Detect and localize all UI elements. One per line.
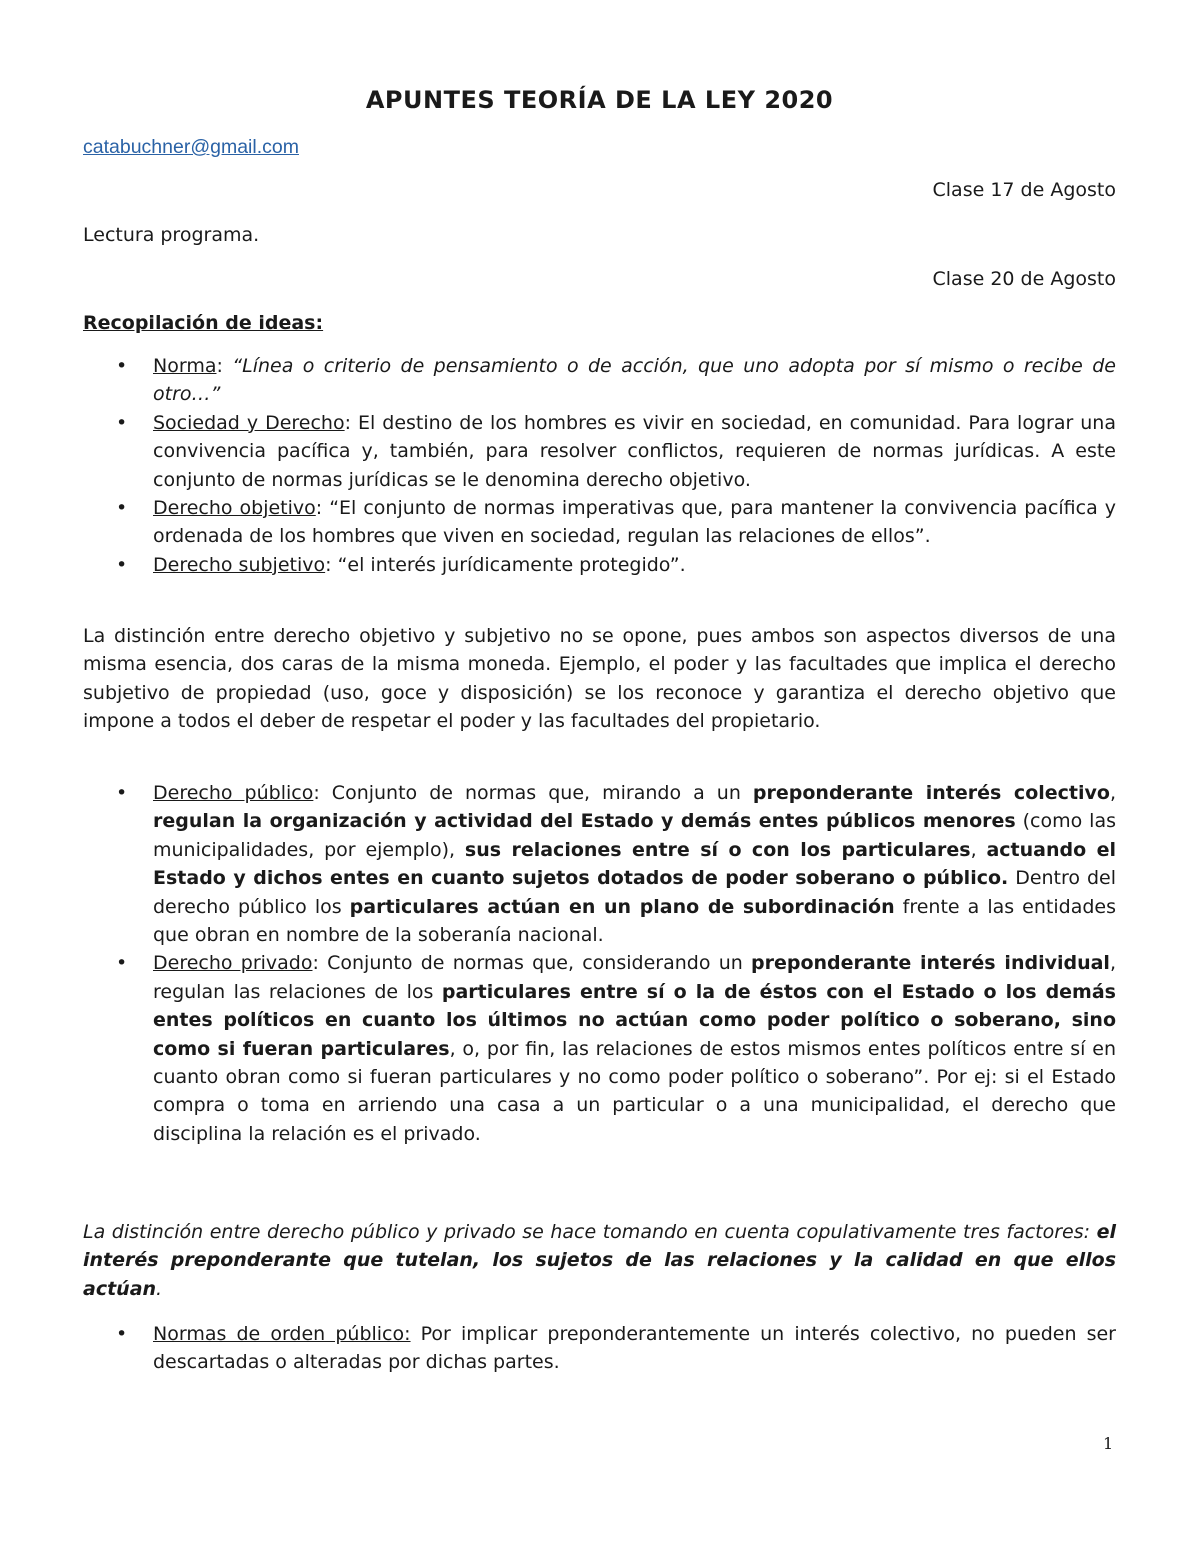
bold-span: particulares actúan en un plano de subordinación [349, 895, 895, 918]
bold-span: preponderante interés individual [751, 952, 1110, 975]
class-date-2: Clase 20 de Agosto [932, 268, 1116, 290]
bullet-icon: • [116, 1323, 128, 1345]
bullet-icon: • [116, 497, 128, 520]
bold-span: sus relaciones entre sí o con los particulares [464, 838, 971, 861]
definition-text: “El conjunto de normas imperativas que, para mantener la convivencia pacífica y ordenada de los hombres que viven en sociedad, regulan las relaciones de ellos”. [153, 497, 1116, 548]
separator: : [325, 553, 338, 576]
derecho-list [83, 779, 1116, 1148]
term-label: Normas de orden público: [153, 1323, 411, 1345]
separator: : [315, 497, 330, 520]
list-item-privado [83, 949, 1116, 1148]
page-number: 1 [1103, 1434, 1114, 1453]
text-span: , [970, 838, 987, 861]
term-label: Derecho objetivo [153, 497, 316, 520]
paragraph-distincion [83, 1218, 1116, 1303]
definition-text: “el interés jurídicamente protegido”. [337, 553, 686, 576]
class-date-1: Clase 17 de Agosto [932, 179, 1116, 201]
bullet-icon: • [116, 553, 128, 576]
text-span: Dentro del derecho público los [153, 867, 1116, 918]
ideas-list [83, 352, 1116, 579]
bold-span: regulan la organización y actividad del Estado y demás entes públicos menores [153, 810, 1016, 833]
paragraph-objetivo-subjetivo: La distinción entre derecho objetivo y subjetivo no se opone, pues ambos son aspectos diversos de una misma esencia, dos caras de la misma moneda. Ejemplo, el poder y las facultades que implica el derecho subjetivo de propiedad (uso, goce y disposición) se los reconoce y garantiza el derecho objetivo que impone a todos el deber de respetar el poder y las facultades del propietario. [83, 625, 1116, 733]
text-span: . [156, 1277, 163, 1300]
definition-text: “Línea o criterio de pensamiento o de acción, que uno adopta por sí mismo o recibe de otro…” [153, 355, 1116, 406]
bullet-icon: • [116, 952, 128, 975]
text-span: (como las municipalidades, por ejemplo), [153, 810, 1116, 861]
orden-list [83, 1320, 1116, 1377]
bullet-icon: • [116, 355, 128, 377]
bold-span: el interés preponderante que tutelan, los sujetos de las relaciones y la calidad en que ellos actúan [83, 1221, 1116, 1300]
bold-span: particulares entre sí o la de éstos con el Estado o los demás entes políticos en cuanto los últimos no actúan como poder político o soberano, sino como si fueran particulares [153, 980, 1116, 1060]
text-span: , regulan las relaciones de los [153, 952, 1116, 1003]
term-label: Derecho público [153, 782, 314, 804]
text-span: , [1109, 782, 1116, 804]
section-heading: Recopilación de ideas: [83, 312, 324, 334]
term-label: Derecho subjetivo [153, 553, 326, 576]
text-span: frente a las entidades que obran en nombre de la soberanía nacional. [153, 895, 1116, 947]
term-label: Sociedad y Derecho [153, 411, 345, 434]
bullet-icon: • [116, 782, 128, 804]
lectura-text: Lectura programa. [83, 224, 260, 246]
list-item [83, 352, 1116, 409]
document-title: APUNTES TEORÍA DE LA LEY 2020 [365, 86, 834, 114]
text-span: La distinción entre derecho público y privado se hace tomando en cuenta copulativamente tres factores: [83, 1221, 1097, 1243]
list-item-orden-publico [83, 1320, 1116, 1377]
separator: : [216, 355, 233, 377]
list-item-publico [83, 779, 1116, 949]
separator: : [344, 411, 358, 434]
term-label: Norma [153, 355, 217, 377]
bold-span: actuando el Estado y dichos entes en cuanto sujetos dotados de poder soberano o público. [153, 838, 1116, 890]
list-item [83, 409, 1116, 494]
email-link[interactable]: catabuchner@gmail.com [83, 136, 299, 158]
definition-text: Por implicar preponderantemente un interés colectivo, no pueden ser descartadas o alteradas por dichas partes. [153, 1323, 1116, 1374]
term-label: Derecho privado [153, 952, 313, 975]
definition-text: El destino de los hombres es vivir en sociedad, en comunidad. Para lograr una convivencia pacífica y, también, para resolver conflictos, requieren de normas jurídicas. A este conjunto de normas jurídicas se le denomina derecho objetivo. [153, 411, 1116, 491]
bold-span: preponderante interés colectivo [752, 782, 1110, 804]
list-item [83, 494, 1116, 551]
text-span: : Conjunto de normas que, considerando un [312, 952, 752, 975]
text-span: , o, por fin, las relaciones de estos mismos entes políticos entre sí en cuanto obran como si fueran particulares y no como poder político o soberano”. Por ej: si el Estado compra o toma en arriendo una casa a un particular o a una municipalidad, el derecho que disciplina la relación es el privado. [153, 1037, 1116, 1145]
bullet-icon: • [116, 411, 128, 434]
text-span: : Conjunto de normas que, mirando a un [313, 782, 753, 804]
list-item [83, 551, 1116, 579]
